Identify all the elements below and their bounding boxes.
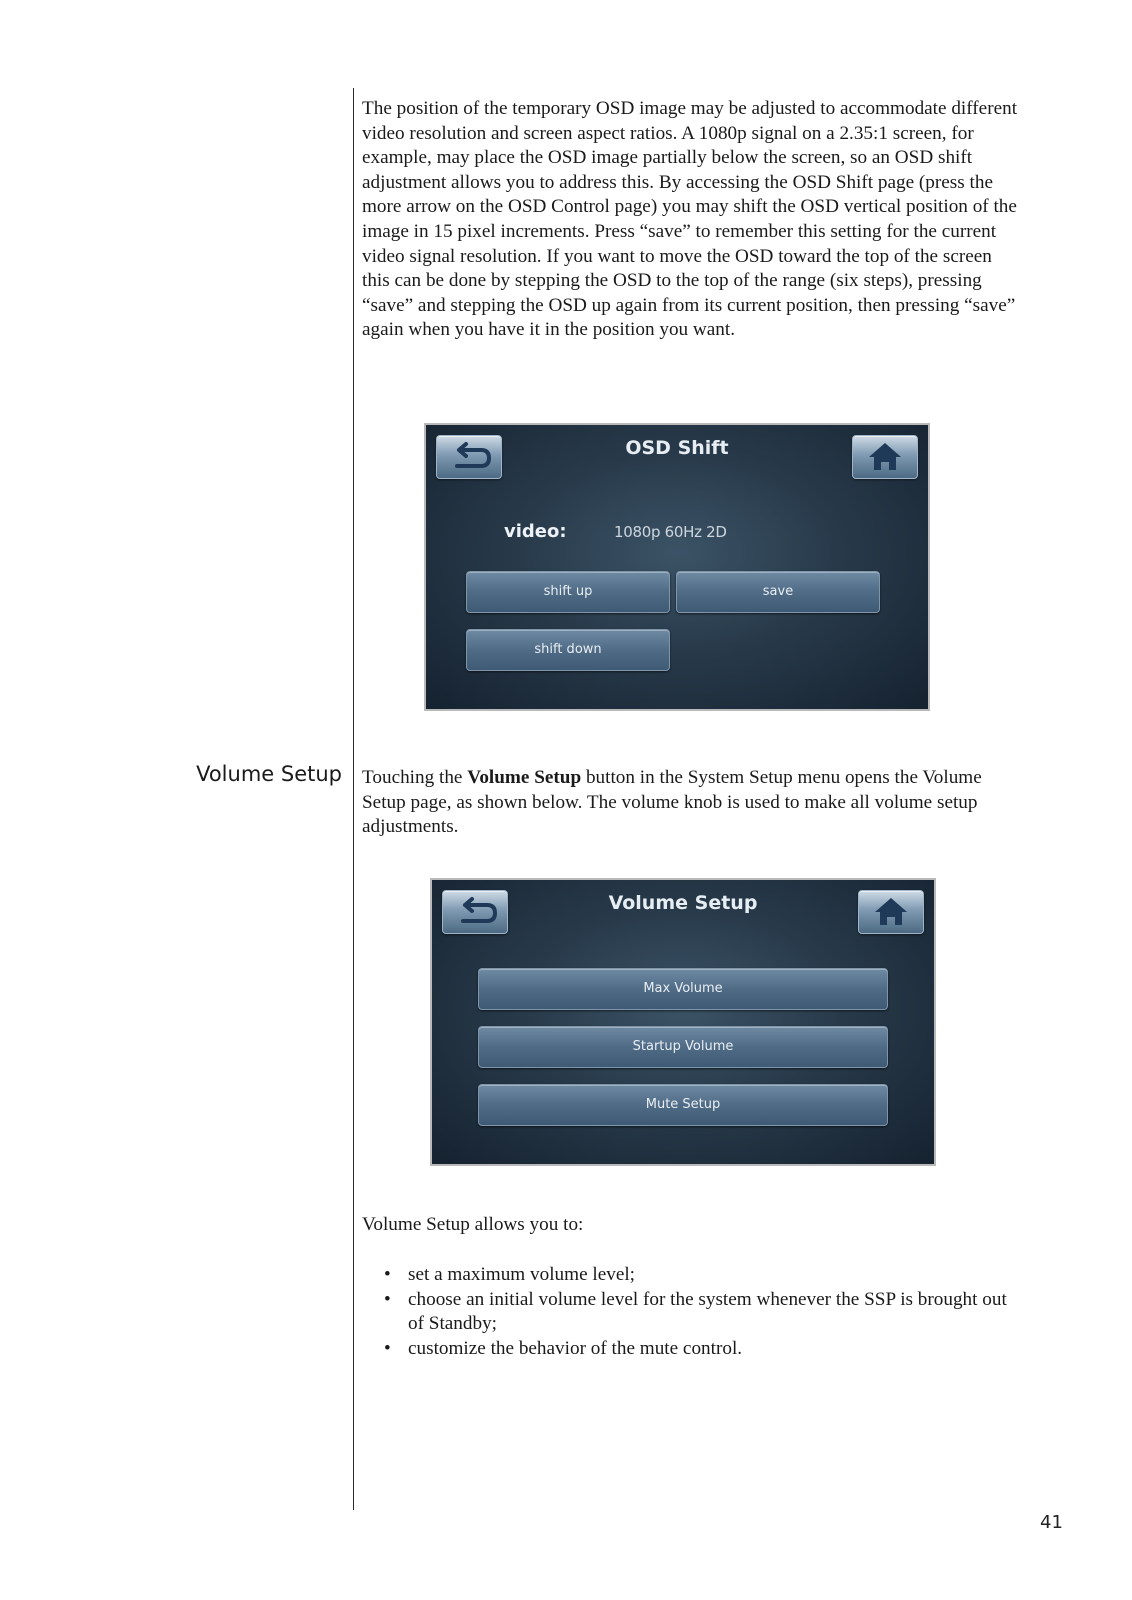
list-item-text: set a maximum volume level; [408, 1264, 635, 1285]
save-button[interactable]: save [676, 571, 880, 613]
home-icon [859, 891, 923, 933]
page-number: 41 [1040, 1512, 1063, 1533]
list-item-text: choose an initial volume level for the system whenever the SSP is brought out of Standby; [408, 1288, 1007, 1335]
intro-text-after: button in the System Setup menu opens the Volume Setup page, as shown below. The volume knob is used to make all volume setup adjustments. [362, 767, 982, 838]
bullet-dot: • [384, 1337, 391, 1359]
startup-volume-button[interactable]: Startup Volume [478, 1026, 888, 1068]
home-button[interactable] [852, 435, 918, 479]
osd-shift-screenshot [424, 423, 930, 711]
intro-text-before: Touching the [362, 767, 468, 788]
home-button[interactable] [858, 890, 924, 934]
feature-list [362, 1263, 1022, 1361]
bullet-dot: • [384, 1288, 391, 1310]
video-label: video: [504, 521, 567, 542]
list-item [362, 1288, 1022, 1337]
home-icon [853, 436, 917, 478]
column-divider [353, 88, 354, 1510]
screen-title: OSD Shift [625, 437, 729, 459]
bullet-dot: • [384, 1264, 391, 1285]
max-volume-button[interactable]: Max Volume [478, 968, 888, 1010]
list-item [362, 1263, 1022, 1288]
shift-down-button[interactable]: shift down [466, 629, 670, 671]
section-heading: Volume Setup [196, 762, 342, 786]
volume-setup-intro-paragraph [362, 766, 1022, 840]
list-item [362, 1337, 1022, 1362]
osd-shift-paragraph: The position of the temporary OSD image may be adjusted to accommodate different video resolution and screen aspect ratios. A 1080p signal on a 2.35:1 screen, for example, may place the OSD image partially below the screen, so an OSD shift adjustment allows you to address this. By accessing the OSD Shift page (press the more arrow on the OSD Control page) you may shift the OSD vertical position of the image in 15 pixel increments. Press “save” to remember this setting for the current video signal resolution. If you want to move the OSD toward the top of the screen this can be done by stepping the OSD to the top of the range (six steps), pressing “save” and stepping the OSD up again from its current position, then pressing “save” again when you have it in the position you want. [362, 98, 1018, 341]
mute-setup-button[interactable]: Mute Setup [478, 1084, 888, 1126]
volume-setup-screenshot [430, 878, 936, 1166]
list-item-text: customize the behavior of the mute control. [408, 1337, 743, 1359]
shift-up-button[interactable]: shift up [466, 571, 670, 613]
screen-title: Volume Setup [608, 892, 758, 914]
video-resolution-value: 1080p 60Hz 2D [614, 523, 727, 541]
volume-setup-allows-paragraph: Volume Setup allows you to: [362, 1214, 584, 1235]
intro-text-bold: Volume Setup [467, 767, 582, 788]
